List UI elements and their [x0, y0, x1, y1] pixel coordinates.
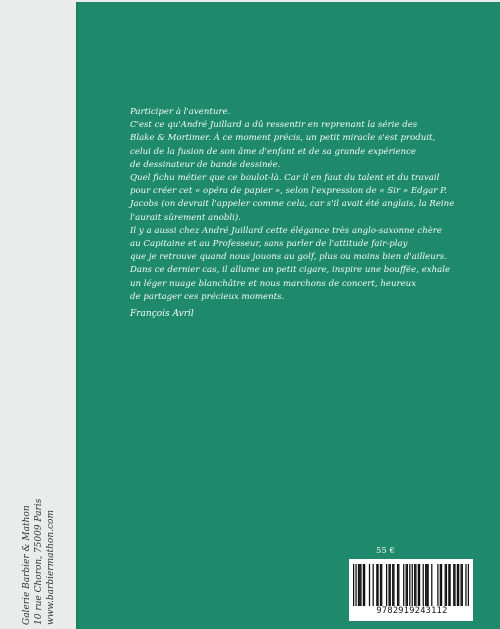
text-line: que je retrouve quand nous jouons au golf, plus ou moins bien d'ailleurs.: [130, 252, 447, 263]
isbn-barcode: [349, 559, 473, 621]
barcode-bar: [427, 564, 428, 606]
publisher-info: [21, 499, 57, 625]
barcode-bar: [380, 564, 381, 606]
text-line: celui de la fusion de son âme d'enfant et de sa grande expérience: [130, 146, 417, 157]
text-line: de partager ces précieux moments.: [130, 291, 285, 302]
barcode-bar: [406, 564, 407, 606]
barcode-bar: [398, 564, 399, 606]
barcode-bar: [364, 564, 365, 606]
barcode-bar: [446, 564, 447, 606]
barcode-bar: [462, 564, 463, 606]
text-line: pour créer cet « opéra de papier », selon l'expression de « Sir » Edgar P.: [130, 186, 447, 197]
text-line: au Capitaine et au Professeur, sans parler de l'attitude fair-play: [130, 239, 408, 250]
barcode-bar: [445, 564, 446, 606]
barcode-bar: [414, 564, 415, 606]
barcode-bar: [397, 564, 398, 606]
barcode-bar: [358, 564, 359, 606]
text-line: C'est ce qu'André Juillard a dû ressentir en reprenant la série des: [130, 120, 418, 131]
barcode-bar: [407, 564, 408, 606]
barcode-bar: [457, 564, 458, 606]
isbn-number: 9782919243112: [376, 606, 448, 616]
barcode-bar: [440, 564, 441, 606]
text-line: l'aurait sûrement anobli).: [130, 212, 241, 223]
barcode-bar: [419, 564, 420, 606]
barcode-bar: [381, 564, 382, 606]
barcode-bar: [373, 564, 374, 606]
paragraph: [130, 172, 460, 225]
text-line: Participer à l'aventure.: [130, 107, 231, 117]
text-line: Il y a aussi chez André Juillard cette élégance très anglo-saxonne chère: [130, 225, 443, 236]
barcode-bar: [388, 564, 389, 606]
barcode-bar: [360, 564, 361, 606]
text-line: Blake & Mortimer. À ce moment précis, un petit miracle s'est produit,: [130, 133, 436, 144]
barcode-bar: [392, 564, 393, 606]
barcode-bar: [465, 564, 466, 606]
barcode-bar: [425, 564, 426, 606]
paragraph: [130, 106, 460, 119]
barcode-bar: [377, 564, 378, 606]
barcode-bar: [393, 564, 394, 606]
barcode-bar: [409, 564, 410, 606]
text-line: Jacobs (on devrait l'appeler comme cela, car s'il avait été anglais, la Reine: [130, 199, 455, 210]
barcode-bar: [418, 564, 419, 606]
barcode-bar: [412, 564, 413, 606]
barcode-bar: [454, 564, 455, 606]
barcode-bar: [376, 564, 377, 606]
text-line: un léger nuage blanchâtre et nous marchons de concert, heureux: [130, 278, 417, 289]
text-line: de dessinateur de bande dessinée.: [130, 159, 281, 170]
barcode-bar: [441, 564, 442, 606]
barcode-bar: [386, 564, 387, 606]
paragraph: [130, 264, 460, 304]
barcode-bar: [426, 564, 427, 606]
publisher-website: www.barbiermathon.com: [46, 510, 56, 625]
barcode-bar: [369, 564, 370, 606]
barcode-bar: [448, 564, 449, 606]
barcode-bar: [468, 564, 469, 606]
barcode-bar: [460, 564, 461, 606]
paragraph: [130, 119, 460, 172]
barcode-bar: [359, 564, 360, 606]
barcode-bar: [353, 564, 354, 606]
paragraph: [130, 225, 460, 265]
back-cover-text: [130, 106, 460, 304]
barcode-bars: [353, 564, 469, 606]
barcode-bar: [431, 564, 432, 606]
barcode-bar: [449, 564, 450, 606]
publisher-name: Galerie Barbier & Mathon: [22, 505, 32, 625]
author-signature: François Avril: [130, 309, 194, 319]
barcode-bar: [423, 564, 424, 606]
barcode-bar: [453, 564, 454, 606]
barcode-bar: [458, 564, 459, 606]
barcode-bar: [415, 564, 416, 606]
price-label: 55 €: [376, 546, 395, 556]
barcode-bar: [363, 564, 364, 606]
publisher-address: 10 rue Choron, 75009 Paris: [34, 498, 44, 625]
barcode-bar: [390, 564, 391, 606]
barcode-bar: [437, 564, 438, 606]
barcode-bar: [403, 564, 404, 606]
barcode-bar: [355, 564, 356, 606]
text-line: Quel fichu métier que ce boulot-là. Car il en faut du talent et du travail: [130, 173, 440, 184]
text-line: Dans ce dernier cas, il allume un petit cigare, inspire une bouffée, exhale: [130, 265, 451, 276]
